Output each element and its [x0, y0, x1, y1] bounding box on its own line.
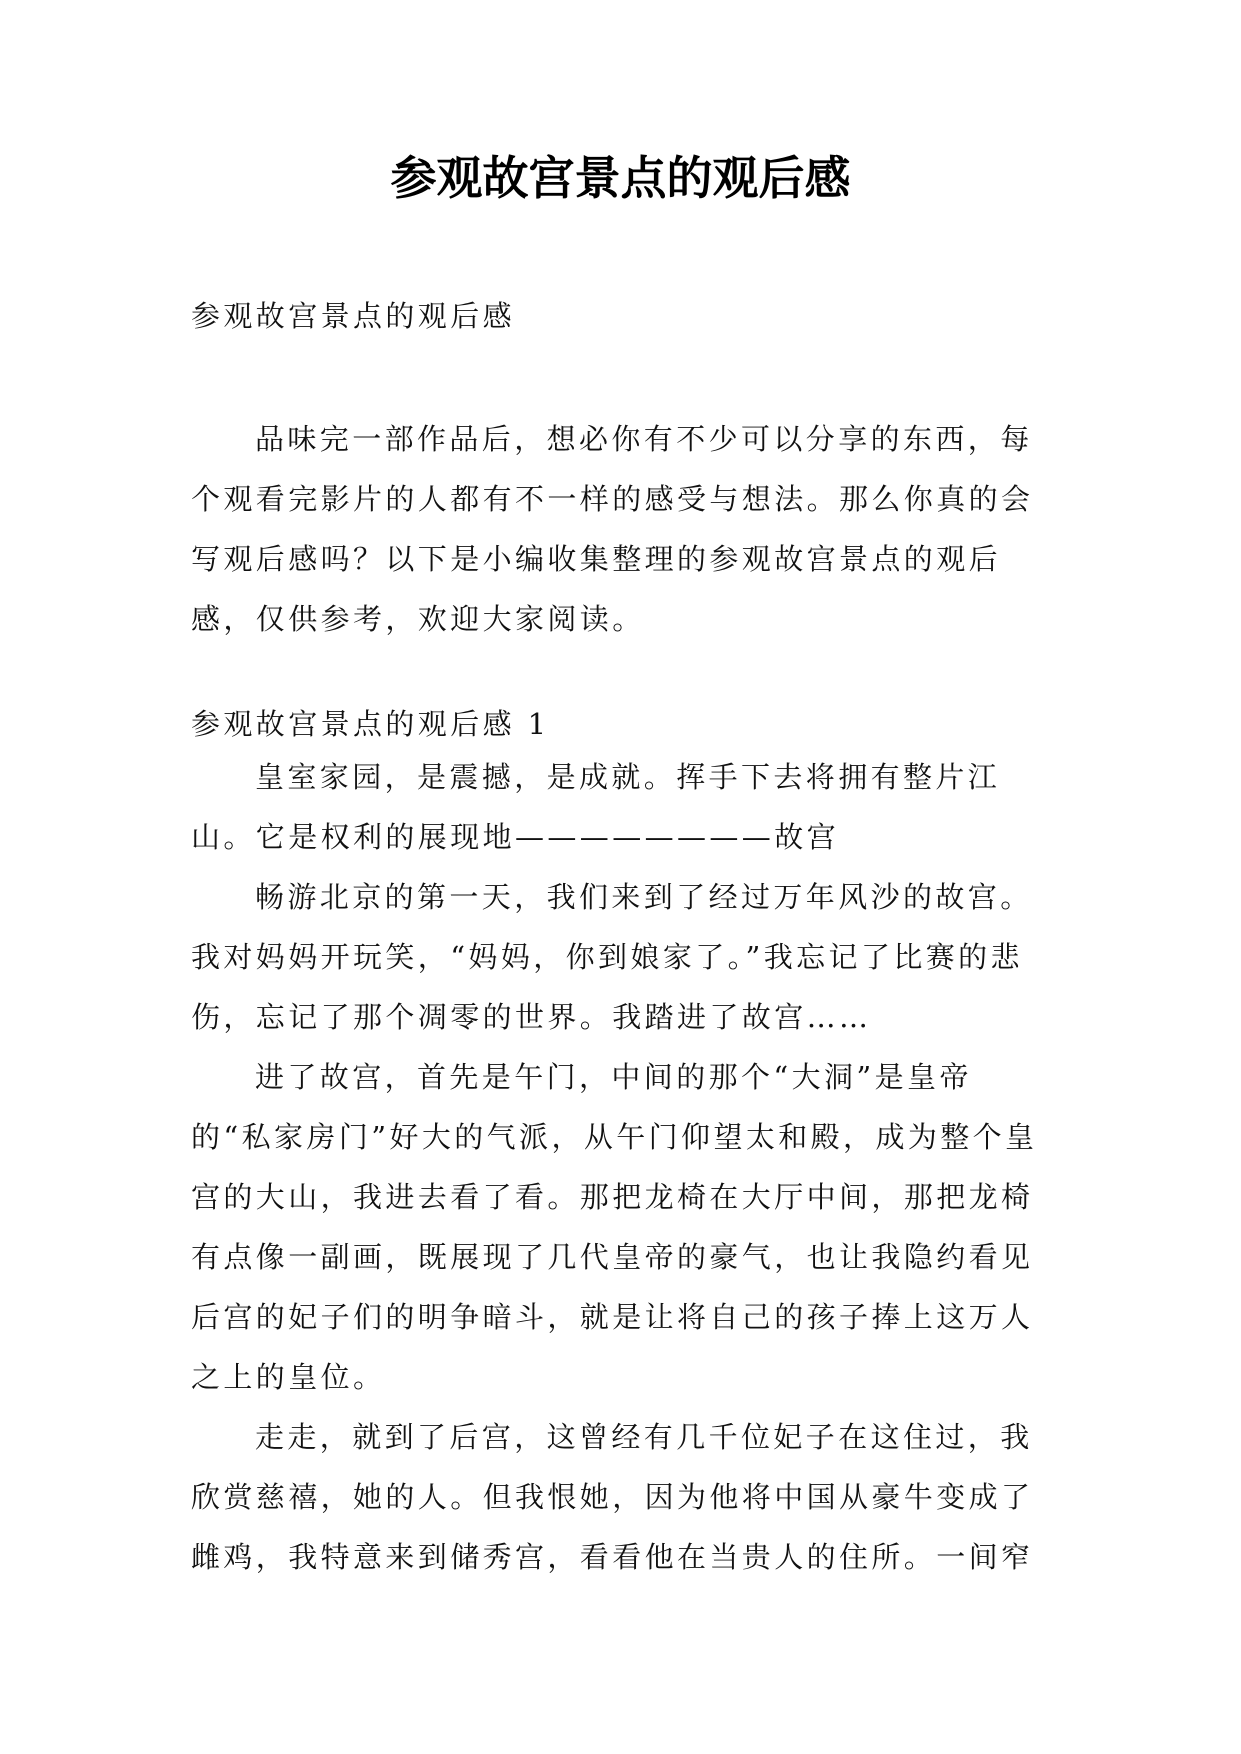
body-paragraph: 皇室家园，是震撼，是成就。挥手下去将拥有整片江山。它是权利的展现地————————故宫 [191, 760, 1001, 854]
body-paragraph: 进了故宫，首先是午门，中间的那个“大洞”是皇帝的“私家房门”好大的气派，从午门仰望太和殿，成为整个皇宫的大山，我进去看了看。那把龙椅在大厅中间，那把龙椅有点像一副画，既展现了几代皇帝的豪气，也让我隐约看见后宫的妃子们的明争暗斗，就是让将自己的孩子捧上这万人之上的皇位。 [191, 1060, 1038, 1394]
intro-paragraph: 品味完一部作品后，想必你有不少可以分享的东西，每个观看完影片的人都有不一样的感受与想法。那么你真的会写观后感吗？以下是小编收集整理的参观故宫景点的观后感，仅供参考，欢迎大家阅读。 [191, 422, 1034, 636]
article-body [191, 747, 1051, 1587]
document-title: 参观故宫景点的观后感 [390, 151, 851, 205]
section-heading: 参观故宫景点的观后感 1 [191, 707, 550, 741]
document-subtitle: 参观故宫景点的观后感 [191, 299, 516, 333]
intro-block [191, 409, 1051, 649]
body-paragraph: 走走，就到了后宫，这曾经有几千位妃子在这住过，我欣赏慈禧，她的人。但我恨她，因为他将中国从豪牛变成了雌鸡，我特意来到储秀宫，看看他在当贵人的住所。一间窄 [191, 1420, 1034, 1574]
body-paragraph: 畅游北京的第一天，我们来到了经过万年风沙的故宫。我对妈妈开玩笑，“妈妈，你到娘家了。”我忘记了比赛的悲伤，忘记了那个凋零的世界。我踏进了故宫…… [191, 880, 1033, 1034]
